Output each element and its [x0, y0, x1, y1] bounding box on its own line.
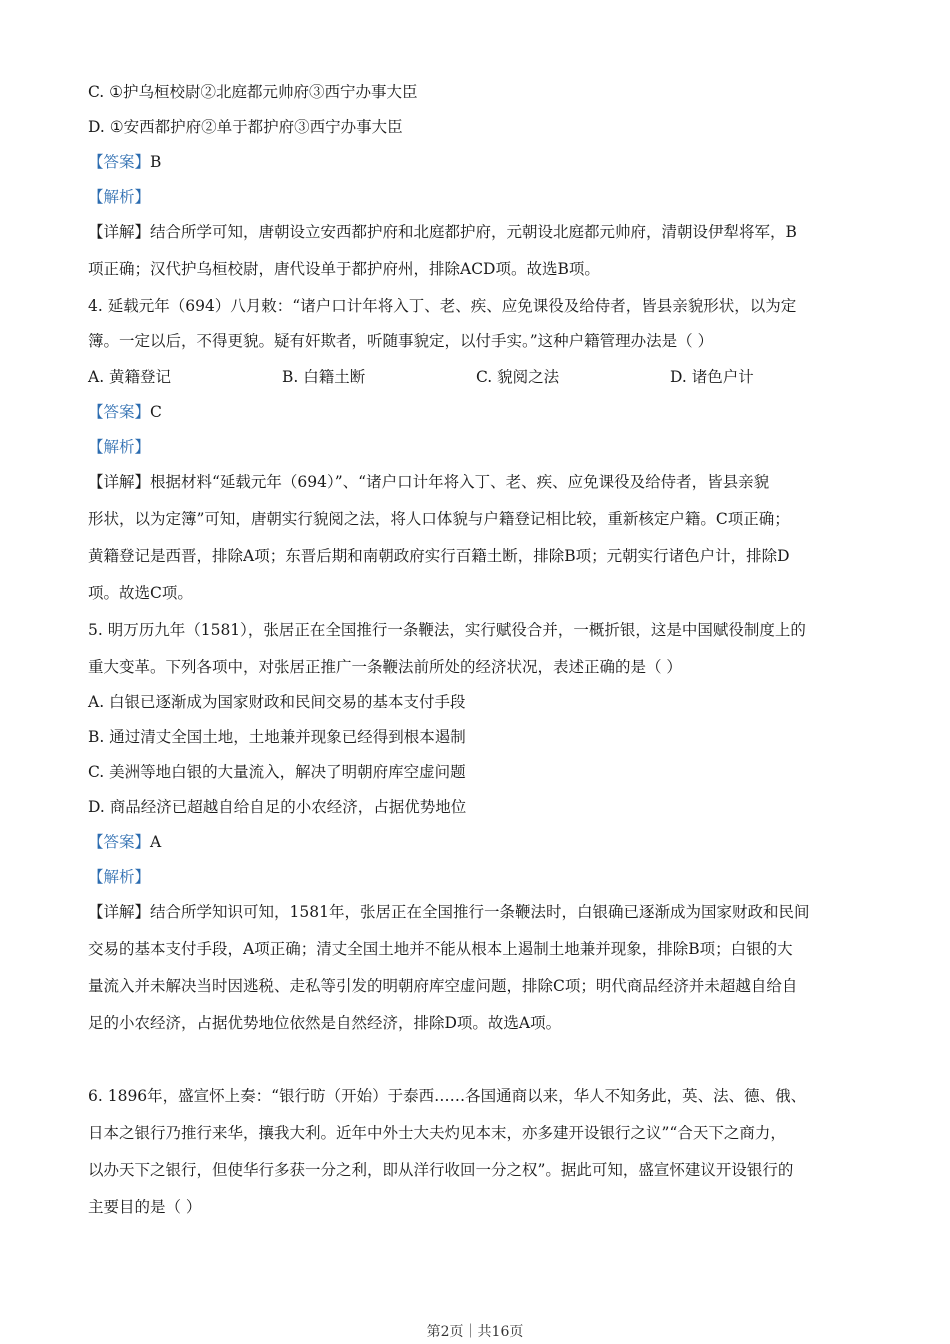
q3-detail-line: 项正确；汉代护乌桓校尉，唐代设单于都护府州，排除ACD项。故选B项。 [88, 260, 600, 278]
answer-label: 【答案】 [88, 153, 151, 171]
q6-stem-line: 6. 1896年，盛宣怀上奏：“银行昉（开始）于泰西……各国通商以来，华人不知务此，英、法、德、俄、 [88, 1087, 807, 1105]
q4-option-d: D. 诸色户计 [670, 368, 754, 386]
q5-detail-line: 足的小农经济，占据优势地位依然是自然经济，排除D项。故选A项。 [88, 1014, 562, 1032]
q5-option-c: C. 美洲等地白银的大量流入，解决了明朝府库空虚问题 [88, 763, 466, 781]
q5-option-a: A. 白银已逐渐成为国家财政和民间交易的基本支付手段 [88, 693, 466, 711]
q5-stem-line: 重大变革。下列各项中，对张居正推广一条鞭法前所处的经济状况，表述正确的是（ ） [88, 658, 682, 676]
q4-option-a: A. 黄籍登记 [88, 368, 172, 386]
q6-stem-line: 日本之银行乃推行来华，攘我大利。近年中外士大夫灼见本末，亦多建开设银行之议”“合天下之商力， [88, 1124, 786, 1142]
q3-option-c: C. ①护乌桓校尉②北庭都元帅府③西宁办事大臣 [88, 83, 418, 101]
q5-stem-line: 5. 明万历九年（1581），张居正在全国推行一条鞭法，实行赋役合并，一概折银，这是中国赋役制度上的 [88, 621, 806, 639]
q5-analysis-label: 【解析】 [88, 868, 151, 886]
q6-stem-line: 以办天下之银行，但使华行多获一分之利，即从洋行收回一分之权”。据此可知，盛宣怀建议开设银行的 [88, 1161, 794, 1179]
q5-detail-line: 交易的基本支付手段，A项正确；清丈全国土地并不能从根本上遏制土地兼并现象，排除B项；白银的大 [88, 940, 793, 958]
q4-options [88, 367, 868, 387]
q5-answer [88, 832, 161, 852]
q3-option-d: D. ①安西都护府②单于都护府③西宁办事大臣 [88, 118, 403, 136]
q4-detail-line: 【详解】根据材料“延载元年（694）”、“诸户口计年将入丁、老、疾、应免课役及给侍者，皆县亲貌 [88, 473, 770, 491]
answer-label: 【答案】 [88, 833, 151, 851]
q3-detail-line: 【详解】结合所学可知，唐朝设立安西都护府和北庭都护府，元朝设北庭都元帅府，清朝设伊犁将军，B [88, 223, 797, 241]
answer-value: C [150, 403, 162, 421]
answer-value: A [150, 833, 162, 851]
q4-analysis-label: 【解析】 [88, 438, 151, 456]
q4-option-b: B. 白籍土断 [282, 368, 366, 386]
q6-stem-line: 主要目的是（ ） [88, 1198, 202, 1216]
q4-answer [88, 402, 162, 422]
q5-option-b: B. 通过清丈全国土地，土地兼并现象已经得到根本遏制 [88, 728, 466, 746]
q3-answer [88, 152, 161, 172]
q4-detail-line: 黄籍登记是西晋，排除A项；东晋后期和南朝政府实行百籍土断，排除B项；元朝实行诸色户计，排除D [88, 547, 790, 565]
q3-analysis-label: 【解析】 [88, 188, 151, 206]
q5-detail-line: 量流入并未解决当时因逃税、走私等引发的明朝府库空虚问题，排除C项；明代商品经济并未超越自给自 [88, 977, 798, 995]
q5-option-d: D. 商品经济已超越自给自足的小农经济，占据优势地位 [88, 798, 467, 816]
answer-value: B [150, 153, 162, 171]
q4-stem-line: 簿。一定以后，不得更貌。疑有奸欺者，听随事貌定，以付手实。”这种户籍管理办法是（ ） [88, 332, 714, 350]
page-footer: 第2页｜共16页 [426, 1324, 524, 1340]
answer-label: 【答案】 [88, 403, 151, 421]
q4-option-c: C. 貌阅之法 [476, 368, 560, 386]
q4-stem-line: 4. 延载元年（694）八月敕：“诸户口计年将入丁、老、疾、应免课役及给侍者，皆县亲貌形状，以为定 [88, 297, 797, 315]
q4-detail-line: 形状，以为定簿”可知，唐朝实行貌阅之法，将人口体貌与户籍登记相比较，重新核定户籍。C项正确； [88, 510, 790, 528]
q5-detail-line: 【详解】结合所学知识可知，1581年，张居正在全国推行一条鞭法时，白银确已逐渐成为国家财政和民间 [88, 903, 810, 921]
q4-detail-line: 项。故选C项。 [88, 584, 193, 602]
